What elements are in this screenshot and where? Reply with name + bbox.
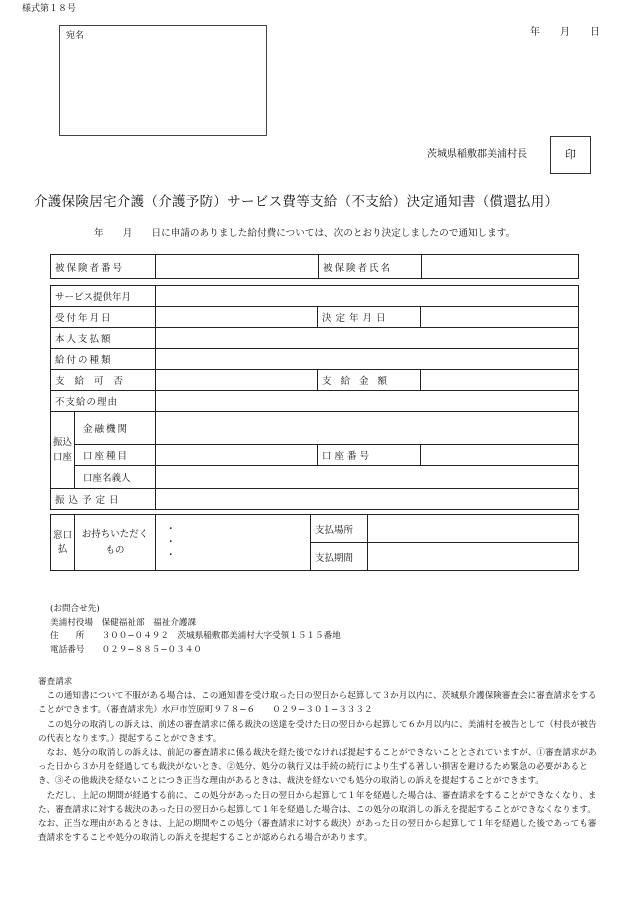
bring-item-1: ・ <box>166 524 176 535</box>
pay-period-label: 支払期間 <box>311 543 368 571</box>
contact-heading: (お問合せ先) <box>50 604 100 614</box>
pay-amount-field[interactable] <box>421 370 579 391</box>
addressee-label: 宛名 <box>66 31 85 41</box>
review-heading: 審査請求 <box>38 677 73 687</box>
contact-address: 住 所 ３００−０４９２ 茨城県稲敷郡美浦村大字受領１５１５番地 <box>50 631 341 641</box>
intro-text: 年 月 日に申請のありました給付費については、次のとおり決定しましたので通知します。 <box>94 228 516 239</box>
bring-items-list[interactable] <box>156 515 311 571</box>
transfer-date-label: 振込予定日 <box>51 489 156 510</box>
account-type-label: 口座種目 <box>75 445 156 466</box>
review-section <box>38 675 601 845</box>
review-para-3: なお、処分の取消しの訴えは、前記の審査請求に係る裁決を経た後でなければ提起することができないこととされていますが、①審査請求があった日から３か月を経過しても裁決がないとき、②処分、処分の執行又は手続の続行により生ずる著しい損害を避けるため緊急の必要があるとき、③その他裁決を経ないことにつき正当な理由があるときは、裁決を経ないでも処分の取消しの訴えを提起することができます。 <box>38 748 597 787</box>
insured-table <box>50 254 579 279</box>
reason-label: 不支給の理由 <box>51 391 156 412</box>
benefit-type-field[interactable] <box>156 349 579 370</box>
receipt-date-field[interactable] <box>156 307 318 328</box>
pay-place-field[interactable] <box>368 515 579 543</box>
bank-field[interactable] <box>156 412 579 445</box>
approval-field[interactable] <box>156 370 318 391</box>
bank-label: 金融機関 <box>75 412 156 445</box>
review-para-4: ただし、上記の期間が経過する前に、この処分があった日の翌日から起算して１年を経過した場合は、審査請求をすることができなくなり、また、審査請求に対する裁決のあった日の翌日から起算して１年を経過した場合は、この処分の取消しの訴えを提起することができなくなります。なお、正当な理由があるときは、上記の期間やこの処分（審査請求に対する裁決）があった日の翌日から起算して１年を経過した後であっても審査請求をすることや処分の取消しの訴えを提起することが認められる場合があります。 <box>38 790 597 844</box>
account-number-label: 口座番号 <box>318 445 421 466</box>
review-para-2: この処分の取消しの訴えは、前述の審査請求に係る裁決の送達を受けた日の翌日から起算して６か月以内に、美浦村を被告として（村長が被告の代表となります。）提起することができます。 <box>38 719 597 744</box>
contact-block <box>50 603 341 657</box>
form-number: 様式第１８号 <box>22 4 77 14</box>
pay-amount-label: 支給金額 <box>318 370 421 391</box>
self-pay-label: 本人支払額 <box>51 328 156 349</box>
decision-date-field[interactable] <box>421 307 579 328</box>
account-holder-field[interactable] <box>156 466 579 489</box>
transfer-date-field[interactable] <box>156 489 579 510</box>
bring-item-2: ・ <box>166 537 176 548</box>
insured-name-field[interactable] <box>422 255 579 279</box>
window-pay-label: 窓口払 <box>51 515 75 571</box>
approval-label: 支給可否 <box>51 370 156 391</box>
bring-item-3: ・ <box>166 550 176 561</box>
insured-number-field[interactable] <box>156 255 319 279</box>
transfer-account-label: 振込口座 <box>51 412 75 489</box>
account-number-field[interactable] <box>421 445 579 466</box>
receipt-date-label: 受付年月日 <box>51 307 156 328</box>
service-month-label: サービス提供年月 <box>51 286 156 307</box>
benefit-type-label: 給付の種類 <box>51 349 156 370</box>
bring-items-label: お持ちいただくもの <box>75 515 156 571</box>
insured-name-label: 被保険者氏名 <box>319 255 422 279</box>
addressee-box[interactable] <box>59 25 267 136</box>
reason-field[interactable] <box>156 391 579 412</box>
document-title: 介護保険居宅介護（介護予防）サービス費等支給（不支給）決定通知書（償還払用） <box>34 194 559 210</box>
decision-date-label: 決定年月日 <box>318 307 421 328</box>
account-holder-label: 口座名義人 <box>75 466 156 489</box>
pay-period-field[interactable] <box>368 543 579 571</box>
window-pay-table <box>50 514 579 571</box>
service-month-field[interactable] <box>156 286 579 307</box>
self-pay-field[interactable] <box>156 328 579 349</box>
date-label: 年 月 日 <box>530 27 600 38</box>
insured-number-label: 被保険者番号 <box>51 255 156 279</box>
contact-office: 美浦村役場 保健福祉部 福祉介護課 <box>50 617 197 628</box>
pay-place-label: 支払場所 <box>311 515 368 543</box>
seal-box: 印 <box>550 136 591 174</box>
decision-table <box>50 285 579 510</box>
review-para-1: この通知書について不服がある場合は、この通知書を受け取った日の翌日から起算して３か月以内に、茨城県介護保険審査会に審査請求をすることができます。（審査請求先）水戸市笠原町９７８−６ ０２９−３０１−３３３２ <box>38 691 597 716</box>
contact-phone: 電話番号 ０２９−８８５−０３４０ <box>50 644 202 655</box>
issuer-name: 茨城県稲敷郡美浦村長 <box>427 149 527 160</box>
account-type-field[interactable] <box>156 445 318 466</box>
